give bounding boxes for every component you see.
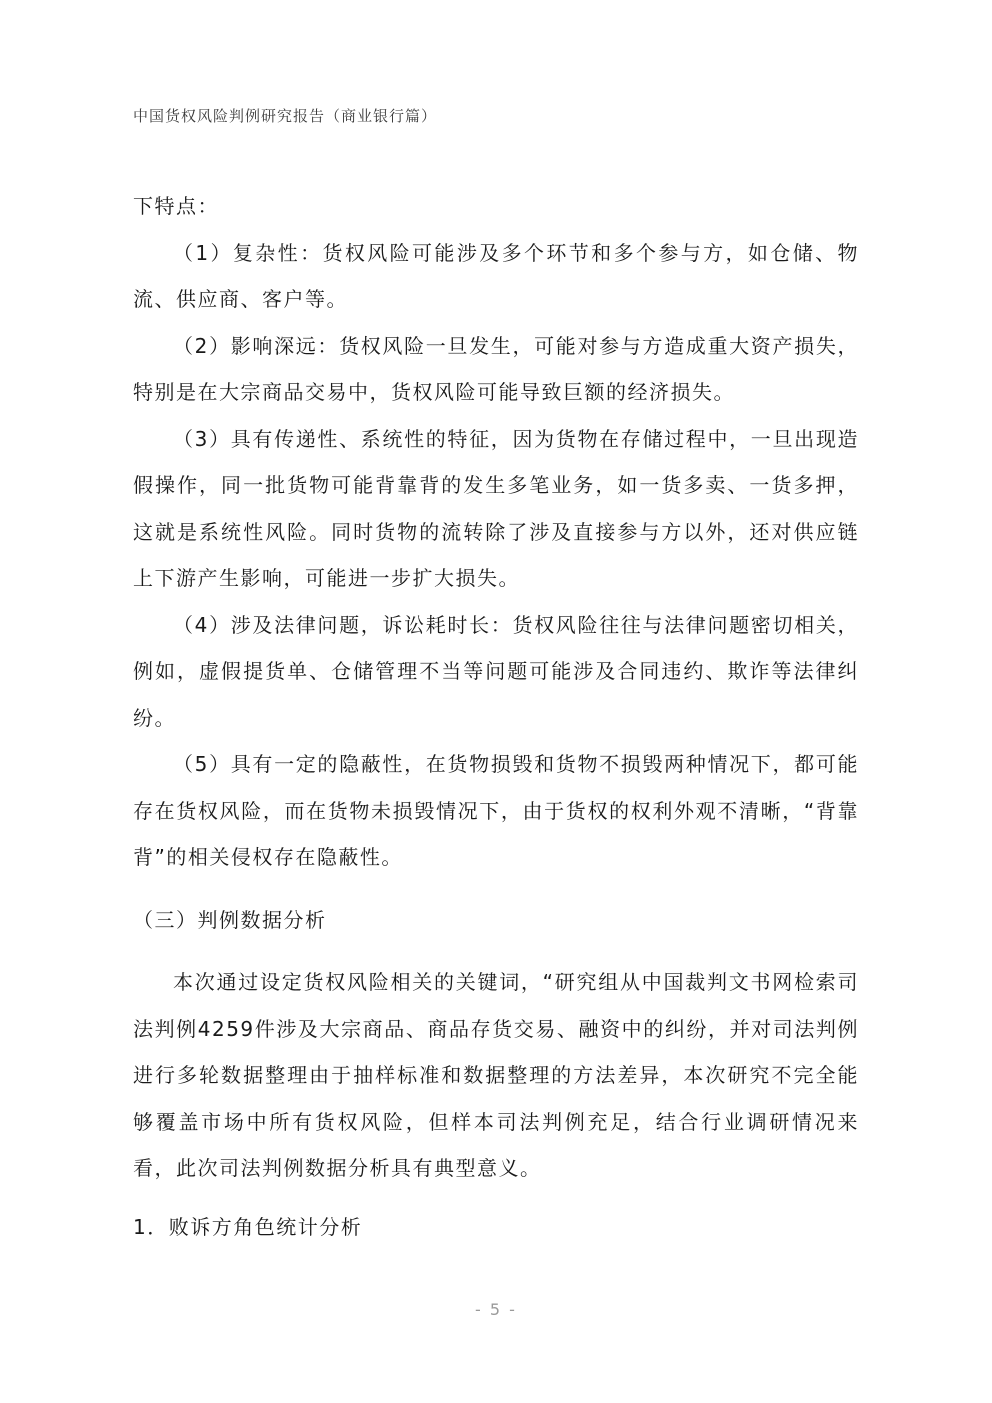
page-header: 中国货权风险判例研究报告（商业银行篇） [133,107,438,125]
subsection-heading: 1．败诉方角色统计分析 [133,1214,363,1239]
intro-continuation: 下特点： [133,194,219,218]
page-number: - 5 - [475,1300,517,1319]
point-paragraph: （4）涉及法律问题，诉讼耗时长：货权风险往往与法律问题密切相关，例如，虚假提货单、仓储管理不当等问题可能涉及合同违约、欺诈等法律纠纷。 [133,612,859,730]
point-paragraph: （2）影响深远：货权风险一旦发生，可能对参与方造成重大资产损失，特别是在大宗商品交易中，货权风险可能导致巨额的经济损失。 [133,333,859,404]
point-paragraph: （3）具有传递性、系统性的特征，因为货物在存储过程中，一旦出现造假操作，同一批货物可能背靠背的发生多笔业务，如一货多卖、一货多押，这就是系统性风险。同时货物的流转除了涉及直接参与方以外，还对供应链上下游产生影响，可能进一步扩大损失。 [133,426,859,590]
page-body [133,183,859,1250]
section-paragraph: 本次通过设定货权风险相关的关键词，“研究组从中国裁判文书网检索司法判例4259件涉及大宗商品、商品存货交易、融资中的纠纷，并对司法判例进行多轮数据整理由于抽样标准和数据整理的方法差异，本次研究不完全能够覆盖市场中所有货权风险，但样本司法判例充足，结合行业调研情况来看，此次司法判例数据分析具有典型意义。 [133,970,859,1180]
section-heading: （三）判例数据分析 [133,907,327,932]
point-paragraph: （5）具有一定的隐蔽性，在货物损毁和货物不损毁两种情况下，都可能存在货权风险，而在货物未损毁情况下，由于货权的权利外观不清晰，“背靠背”的相关侵权存在隐蔽性。 [133,752,859,869]
point-paragraph: （1）复杂性：货权风险可能涉及多个环节和多个参与方，如仓储、物流、供应商、客户等。 [133,240,859,311]
